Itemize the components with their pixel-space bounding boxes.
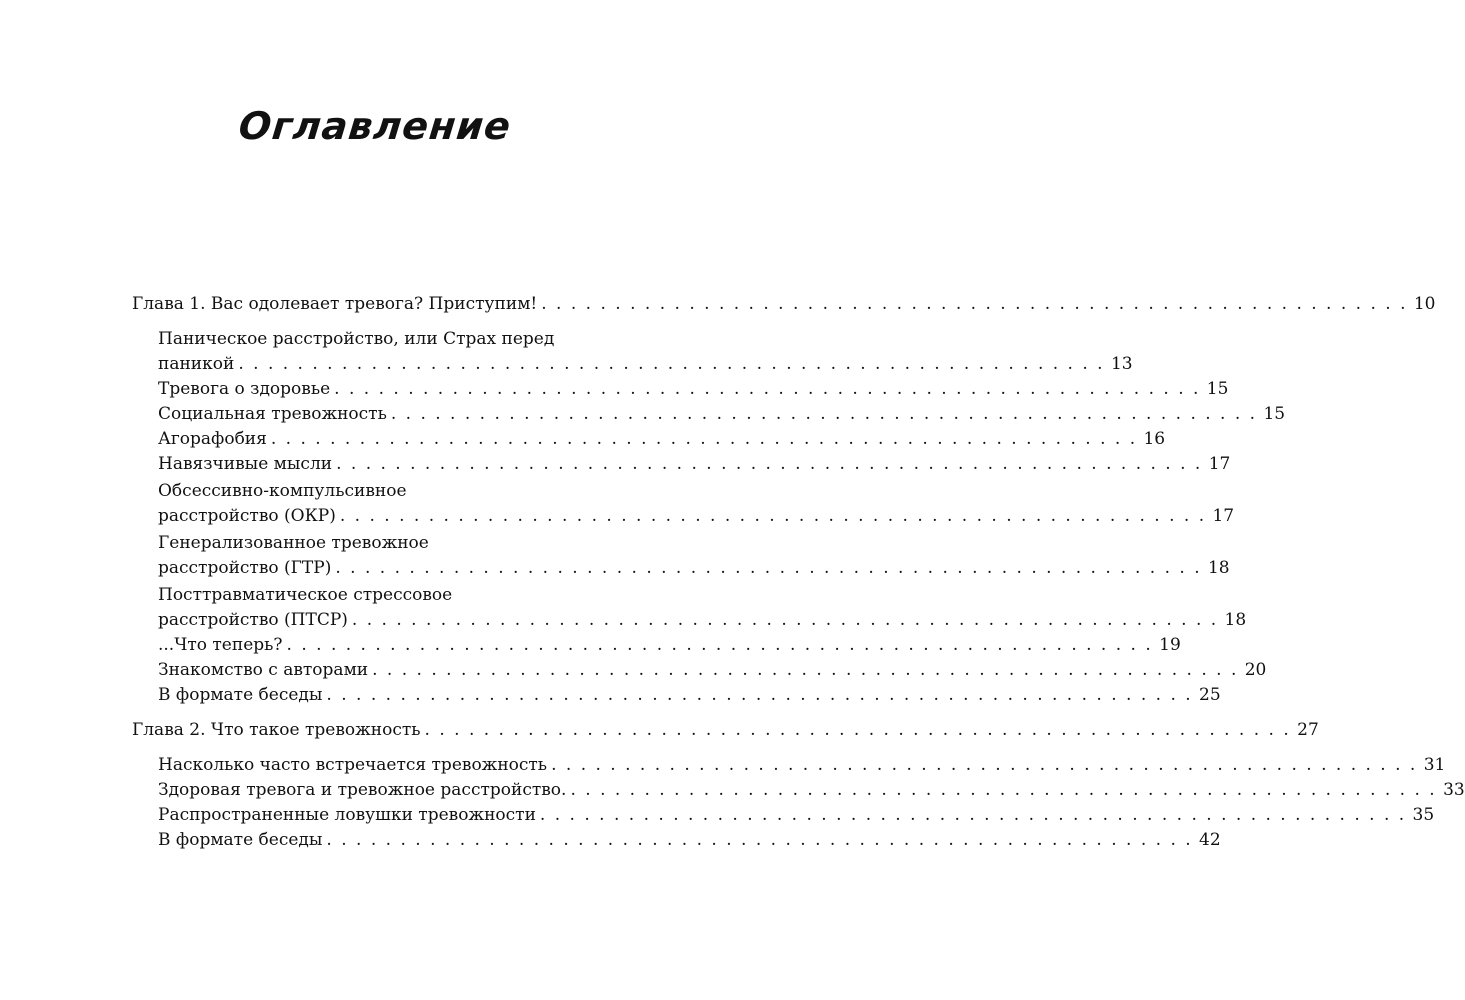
toc-section-label: расстройство (ОКР) bbox=[158, 506, 336, 526]
dot-leader: . . . . . . . . . . . . . . . . . . . . . . . . . . . . . . . . . . . . . . . . . . . . . . . . . . . . . . . . . . . bbox=[334, 379, 1201, 399]
toc-section-label: В формате беседы bbox=[158, 685, 323, 705]
toc-section-label: Насколько часто встречается тревожность bbox=[158, 755, 548, 775]
toc-page-number: 20 bbox=[1244, 660, 1267, 680]
toc-section-label: расстройство (ГТР) bbox=[158, 558, 332, 578]
toc-section-label: Здоровая тревога и тревожное расстройство. bbox=[158, 780, 567, 800]
dot-leader: . . . . . . . . . . . . . . . . . . . . . . . . . . . . . . . . . . . . . . . . . . . . . . . . . . . . . . . . . . . bbox=[326, 830, 1193, 850]
toc-section-label: Навязчивые мысли bbox=[158, 454, 333, 474]
toc-page-number: 16 bbox=[1143, 429, 1166, 449]
dot-leader: . . . . . . . . . . . . . . . . . . . . . . . . . . . . . . . . . . . . . . . . . . . . . . . . . . . . . . . . . . . bbox=[335, 558, 1202, 578]
toc-section-label: расстройство (ПТСР) bbox=[158, 610, 348, 630]
dot-leader: . . . . . . . . . . . . . . . . . . . . . . . . . . . . . . . . . . . . . . . . . . . . . . . . . . . . . . . . . . . bbox=[238, 354, 1105, 374]
dot-leader: . . . . . . . . . . . . . . . . . . . . . . . . . . . . . . . . . . . . . . . . . . . . . . . . . . . . . . . . . . . bbox=[336, 454, 1203, 474]
dot-leader: . . . . . . . . . . . . . . . . . . . . . . . . . . . . . . . . . . . . . . . . . . . . . . . . . . . . . . . . . . . bbox=[326, 685, 1193, 705]
toc-section-label-line1: Паническое расстройство, или Страх перед bbox=[158, 329, 555, 349]
toc-page-number: 19 bbox=[1159, 635, 1181, 655]
toc-page-number: 17 bbox=[1212, 506, 1235, 526]
toc-section[interactable] bbox=[158, 658, 1267, 683]
toc-page-number: 18 bbox=[1224, 610, 1247, 630]
toc-page-number: 18 bbox=[1207, 558, 1230, 578]
toc-chapter-label: Глава 2. Что такое тревожность bbox=[132, 720, 421, 740]
toc-page-number: 10 bbox=[1413, 294, 1436, 314]
toc-section-label: Распространенные ловушки тревожности bbox=[158, 805, 536, 825]
toc-section[interactable] bbox=[158, 803, 1435, 828]
toc-section[interactable] bbox=[158, 377, 1229, 402]
dot-leader: . . . . . . . . . . . . . . . . . . . . . . . . . . . . . . . . . . . . . . . . . . . . . . . . . . . . . . . . . . . bbox=[351, 610, 1219, 630]
toc-page-number: 17 bbox=[1208, 454, 1231, 474]
toc-section-label: В формате беседы bbox=[158, 830, 323, 850]
dot-leader: . . . . . . . . . . . . . . . . . . . . . . . . . . . . . . . . . . . . . . . . . . . . . . . . . . . . . . . . . . . bbox=[372, 660, 1239, 680]
dot-leader: . . . . . . . . . . . . . . . . . . . . . . . . . . . . . . . . . . . . . . . . . . . . . . . . . . . . . . . . . . . bbox=[551, 755, 1418, 775]
toc-chapter-1[interactable] bbox=[132, 292, 1436, 317]
dot-leader: . . . . . . . . . . . . . . . . . . . . . . . . . . . . . . . . . . . . . . . . . . . . . . . . . . . . . . . . . . . bbox=[339, 506, 1207, 526]
toc-section[interactable] bbox=[158, 683, 1221, 708]
toc-page-number: 15 bbox=[1206, 379, 1229, 399]
toc-page-number: 35 bbox=[1412, 805, 1435, 825]
toc-section[interactable] bbox=[158, 479, 1235, 529]
toc-page-number: 15 bbox=[1263, 404, 1286, 424]
dot-leader: . . . . . . . . . . . . . . . . . . . . . . . . . . . . . . . . . . . . . . . . . . . . . . . . . . . . . . . . . . . bbox=[286, 635, 1153, 655]
toc-section[interactable] bbox=[158, 531, 1230, 581]
toc-section-label-line1: Генерализованное тревожное bbox=[158, 533, 429, 553]
toc-section[interactable] bbox=[158, 427, 1166, 452]
toc-section[interactable] bbox=[158, 402, 1286, 427]
toc-page-number: 25 bbox=[1199, 685, 1221, 705]
dot-leader: . . . . . . . . . . . . . . . . . . . . . . . . . . . . . . . . . . . . . . . . . . . . . . . . . . . . . . . . . . . bbox=[539, 805, 1407, 825]
toc-page-number: 42 bbox=[1199, 830, 1221, 850]
toc-page-number: 27 bbox=[1297, 720, 1319, 740]
dot-leader: . . . . . . . . . . . . . . . . . . . . . . . . . . . . . . . . . . . . . . . . . . . . . . . . . . . . . . . . . . . bbox=[541, 294, 1408, 314]
toc-section[interactable] bbox=[158, 452, 1231, 477]
toc-section-label: Социальная тревожность bbox=[158, 404, 387, 424]
toc-section-label: Знакомство с авторами bbox=[158, 660, 369, 680]
dot-leader: . . . . . . . . . . . . . . . . . . . . . . . . . . . . . . . . . . . . . . . . . . . . . . . . . . . . . . . . . . . bbox=[270, 429, 1138, 449]
toc-section-label: ...Что теперь? bbox=[158, 635, 283, 655]
toc-section[interactable] bbox=[158, 327, 1133, 377]
toc-page-number: 33 bbox=[1443, 780, 1465, 800]
dot-leader: . . . . . . . . . . . . . . . . . . . . . . . . . . . . . . . . . . . . . . . . . . . . . . . . . . . . . . . . . . . bbox=[570, 780, 1437, 800]
toc-section[interactable] bbox=[158, 633, 1181, 658]
page-title: Оглавление bbox=[236, 104, 514, 148]
toc-chapter-2[interactable] bbox=[132, 718, 1319, 743]
toc-page-number: 13 bbox=[1110, 354, 1133, 374]
toc-section[interactable] bbox=[158, 778, 1465, 803]
toc-section[interactable] bbox=[158, 583, 1247, 633]
toc-section-label-line1: Обсессивно-компульсивное bbox=[158, 481, 407, 501]
toc-section-label: паникой bbox=[158, 354, 235, 374]
toc-section[interactable] bbox=[158, 753, 1446, 778]
table-of-contents bbox=[132, 292, 1465, 853]
toc-section-label-line1: Посттравматическое стрессовое bbox=[158, 585, 453, 605]
toc-chapter-label: Глава 1. Вас одолевает тревога? Приступим! bbox=[132, 294, 538, 314]
toc-section-label: Агорафобия bbox=[158, 429, 267, 449]
toc-page-number: 31 bbox=[1423, 755, 1446, 775]
toc-section-label: Тревога о здоровье bbox=[158, 379, 331, 399]
toc-section[interactable] bbox=[158, 828, 1221, 853]
dot-leader: . . . . . . . . . . . . . . . . . . . . . . . . . . . . . . . . . . . . . . . . . . . . . . . . . . . . . . . . . . . bbox=[424, 720, 1291, 740]
dot-leader: . . . . . . . . . . . . . . . . . . . . . . . . . . . . . . . . . . . . . . . . . . . . . . . . . . . . . . . . . . . bbox=[390, 404, 1258, 424]
